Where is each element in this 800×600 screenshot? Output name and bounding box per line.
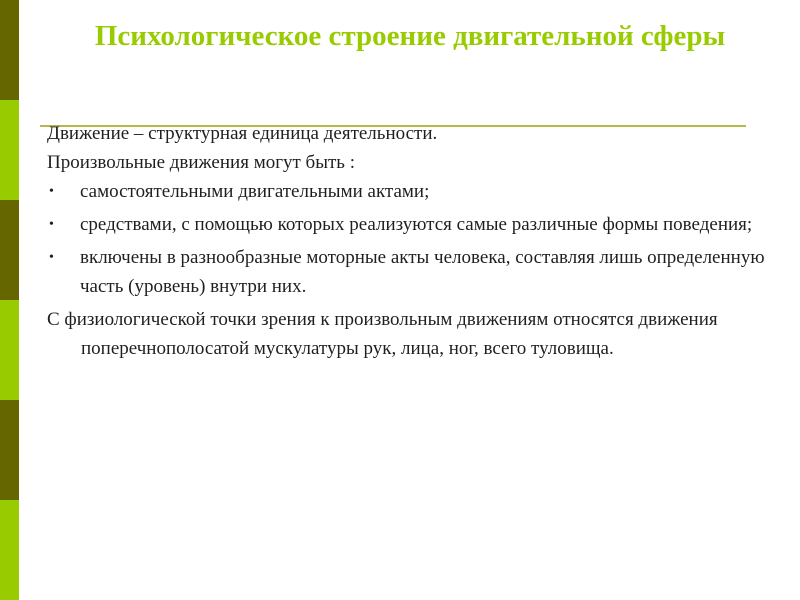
bar-segment <box>0 200 19 300</box>
bar-segment <box>0 500 19 600</box>
bullet-text: включены в разнообразные моторные акты человека, составляя лишь определенную часть (уровень) внутри них. <box>80 247 765 297</box>
bullet-item <box>47 243 767 301</box>
intro-line-2: Произвольные движения могут быть : <box>47 152 355 173</box>
left-decorative-bar <box>0 0 19 600</box>
bullet-dot-icon: • <box>49 184 54 199</box>
bar-segment <box>0 0 19 100</box>
bullet-text: средствами, с помощью которых реализуются самые различные формы поведения; <box>80 214 753 235</box>
bullet-item <box>47 210 767 239</box>
slide-title: Психологическое строение двигательной сферы <box>94 20 726 52</box>
bar-segment <box>0 300 19 400</box>
bullet-dot-icon: • <box>49 250 54 265</box>
bullet-dot-icon: • <box>49 217 54 232</box>
intro-line-1: Движение – структурная единица деятельности. <box>47 123 438 144</box>
conclusion-paragraph: С физиологической точки зрения к произвольным движениям относятся движения поперечнополосатой мускулатуры рук, лица, ног, всего туловища. <box>47 309 718 359</box>
bullet-text: самостоятельными двигательными актами; <box>80 181 430 202</box>
bar-segment <box>0 100 19 200</box>
bar-segment <box>0 400 19 500</box>
bullet-item <box>47 177 767 206</box>
slide-body <box>47 119 767 363</box>
